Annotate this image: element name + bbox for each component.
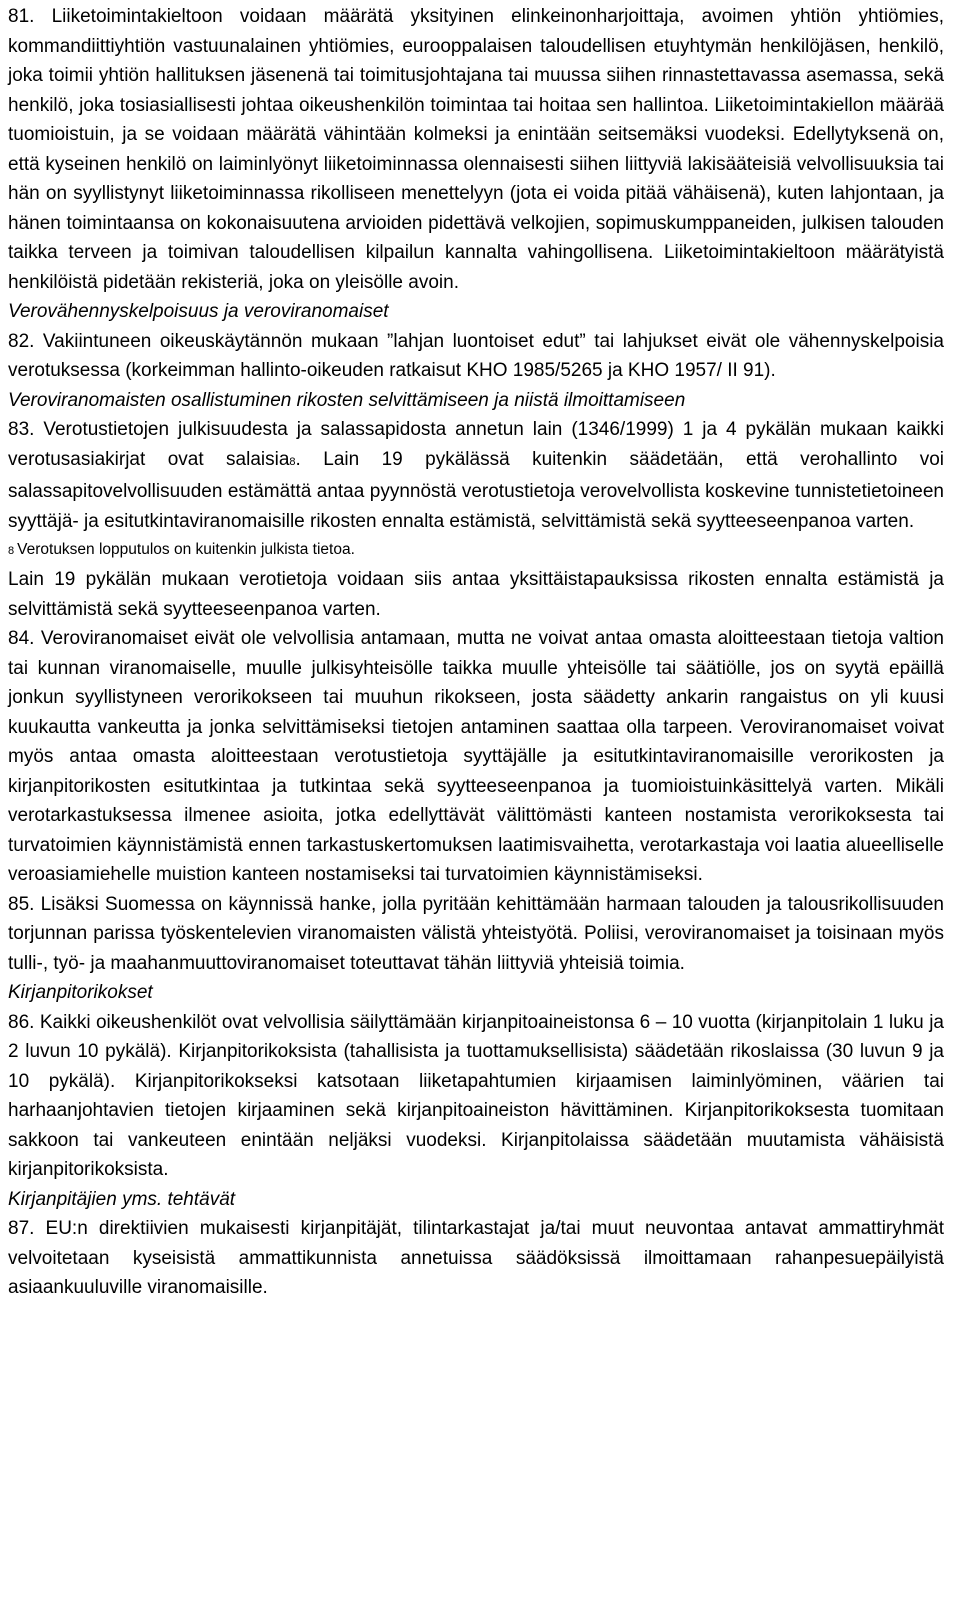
paragraph-87: 87. EU:n direktiivien mukaisesti kirjanpitäjät, tilintarkastajat ja/tai muut neuvontaa antavat ammattiryhmät velvoitetaan kyseisistä ammattikunnista annetuissa säädöksissä ilmoittamaan rahanpesuepäilyistä asiaankuuluville viranomaisille. [8, 1218, 944, 1298]
section-heading-bookkeeping: Kirjanpitorikokset [8, 982, 153, 1003]
section-heading-participation: Veroviranomaisten osallistuminen rikosten selvittämiseen ja niistä ilmoittamiseen [8, 389, 686, 411]
paragraph-83 [8, 415, 944, 536]
footnote [8, 536, 944, 565]
section-heading-deductibility: Verovähennyskelpoisuus ja veroviranomaiset [8, 301, 389, 322]
footnote-text: Verotuksen lopputulos on kuitenkin julkista tietoa. [17, 541, 355, 558]
paragraph-83-continuation: Lain 19 pykälän mukaan verotietoja voidaan siis antaa yksittäistapauksissa rikosten ennalta estämistä ja selvittämistä sekä syytteeseenpanoa varten. [8, 569, 944, 620]
paragraph-81: 81. Liiketoimintakieltoon voidaan määrätä yksityinen elinkeinonharjoittaja, avoimen yhtiön yhtiömies, kommandiittiyhtiön vastuunalainen yhtiömies, eurooppalaisen taloudellisen etuyhtymän henkilöjäsen, henkilö, joka toimii yhtiön hallituksen jäsenenä tai toimitusjohtajana tai muussa siihen rinnastettavassa asemassa, sekä henkilö, joka tosiasiallisesti johtaa oikeushenkilön toimintaa tai hoitaa sen hallintoa. Liiketoimintakiellon määrää tuomioistuin, ja se voidaan määrätä vähintään kolmeksi ja enintään seitsemäksi vuodeksi. Edellytyksenä on, että kyseinen henkilö on laiminlyönyt liiketoiminnassa olennaisesti siihen liittyviä lakisääteisiä velvollisuuksia tai hän on syyllistynyt liiketoiminnassa rikolliseen menettelyyn (jota ei voida pitää vähäisenä), kuten lahjontaan, ja hänen toimintaansa on kokonaisuutena arvioiden pidettävä velkojien, sopimuskumppaneiden, julkisen talouden taikka terveen ja toimivan taloudellisen kilpailun kannalta vahingollisena. Liiketoimintakieltoon määrätyistä henkilöistä pidetään rekisteriä, joka on yleisölle avoin. [8, 6, 944, 293]
paragraph-84: 84. Veroviranomaiset eivät ole velvollisia antamaan, mutta ne voivat antaa omasta aloitteestaan tietoja valtion tai kunnan viranomaiselle, muulle julkisyhteisölle taikka muulle yhteisölle tai säätiölle, jos on syytä epäillä jonkun syyllistyneen verorikokseen tai muuhun rikokseen, josta säädetty ankarin rangaistus on yli kuusi kuukautta vankeutta ja jonka selvittämiseksi tietojen antaminen saattaa olla tarpeen. Veroviranomaiset voivat myös antaa omasta aloitteestaan verotustietoja syyttäjälle ja esitutkintaviranomaisille verorikosten ja kirjanpitorikosten esitutkintaa ja tutkintaa sekä syytteeseenpanoa ja tuomioistuinkäsittelyä varten. Mikäli verotarkastuksessa ilmenee asioita, jotka edellyttävät välittömästi kanteen nostamista verorikoksesta tai turvatoimien käynnistämistä ennen tarkastuskertomuksen laatimisvaihetta, verotarkastaja voi laatia alueelliselle veroasiamiehelle muistion kanteen nostamiseksi tai turvatoimien käynnistämiseksi. [8, 628, 944, 885]
section-heading-accountants: Kirjanpitäjien yms. tehtävät [8, 1188, 236, 1210]
footnote-reference: 8 [289, 455, 296, 468]
paragraph-83-part-a: 83. Verotustietojen julkisuudesta ja salassapidosta annetun lain (1346/1999) 1 ja 4 pykälän mukaan kaikki verotusasiakirjat ovat salaisia [8, 419, 944, 470]
paragraph-85: 85. Lisäksi Suomessa on käynnissä hanke, jolla pyritään kehittämään harmaan talouden ja talousrikollisuuden torjunnan parissa työskentelevien viranomaisten välistä yhteistyötä. Poliisi, veroviranomaiset ja toisinaan myös tulli-, työ- ja maahanmuuttoviranomaiset toteuttavat tähän liittyviä yhteisiä toimia. [8, 893, 944, 974]
paragraph-86: 86. Kaikki oikeushenkilöt ovat velvollisia säilyttämään kirjanpitoaineistonsa 6 – 10 vuotta (kirjanpitolain 1 luku ja 2 luvun 10 pykälä). Kirjanpitorikoksista (tahallisista ja tuottamuksellisista) säädetään rikoslaissa (30 luvun 9 ja 10 pykälä). Kirjanpitorikokseksi katsotaan liiketapahtumien kirjaamisen laiminlyöminen, väärien tai harhaanjohtavien tietojen kirjaaminen sekä kirjanpitoaineiston hävittäminen. Kirjanpitorikoksesta tuomitaan sakkoon tai vankeuteen enintään neljäksi vuodeksi. Kirjanpitolaissa säädetään muutamista vähäisistä kirjanpitorikoksista. [8, 1011, 944, 1180]
paragraph-83-part-b: . Lain 19 pykälässä kuitenkin säädetään, että verohallinto voi salassapitovelvollisuuden estämättä antaa pyynnöstä verotustietoja verovelvollista koskevine tunnistetietoineen syyttäjä- ja esitutkintaviranomaisille rikosten ennalta estämistä, selvittämistä sekä syytteeseenpanoa varten. [8, 448, 944, 532]
footnote-number: 8 [8, 545, 15, 557]
paragraph-82: 82. Vakiintuneen oikeuskäytännön mukaan ”lahjan luontoiset edut” tai lahjukset eivät ole vähennyskelpoisia verotuksessa (korkeimman hallinto-oikeuden ratkaisut KHO 1985/5265 ja KHO 1957/ II 91). [8, 330, 944, 381]
